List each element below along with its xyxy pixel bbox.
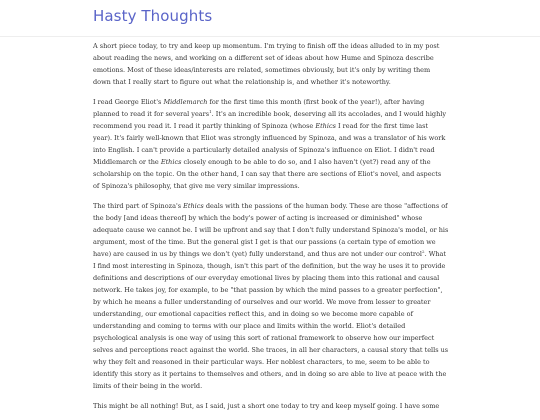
post-paragraph-4: This might be all nothing! But, as I said, just a short one today to try and keep myself going. I have some xyxy=(93,402,440,410)
text-run: deals with the passions of the human body. These are those "affections of the body [and ideas thereof] by which the body's power of acting is increased or diminished" whose adequate cause we cannot be. I will be upfront and say that I don't fully understand Spinoza's model, or his argument, most of the time. But the general gist I get is that our passions (a certain type of emotion we have) are caused in us by things we don't (yet) fully understand, and thus are not under our control xyxy=(93,202,449,258)
text-run: closely enough to be able to do so, and I also haven't (yet?) read any of the scholarship on the topic. On the other hand, I can say that there are sections of Eliot's novel, and aspects of Spinoza's philosophy, that give me very similar impressions. xyxy=(93,158,442,190)
book-title: Ethics xyxy=(183,202,204,210)
text-run: for the first time this month (first book of the year!), after having planned to read it for several years xyxy=(93,98,425,118)
text-run: I read for the first time last year). It's fairly well-known that Eliot was strongly influenced by Spinoza, and was a translator of his work into English. I can't provide a particularly detailed analysis of Spinoza's influence on Eliot. I didn't read Middlemarch or the xyxy=(93,122,446,166)
post-content xyxy=(93,40,449,420)
text-run: . It's an incredible book, deserving all its accolades, and I would highly recommend you read it. I read it partly thinking of Spinoza (whose xyxy=(93,110,447,130)
book-title: Middlemarch xyxy=(163,98,208,106)
footnote-ref-1[interactable]: 1 xyxy=(209,108,212,114)
text-run: The third part of Spinoza's xyxy=(93,202,184,210)
site-title-link[interactable]: Hasty Thoughts xyxy=(93,7,213,25)
post-paragraph-2 xyxy=(93,96,449,192)
book-title: Ethics xyxy=(160,158,182,166)
text-run: . What I find most interesting in Spinoza, though, isn't this part of the definition, but the way he uses it to provide definitions and descriptions of our everyday emotional lives by placing them into this rational and causal network. He takes joy, for example, to be "that passion by which the mind passes to a greater perfection", by which he means a fuller understanding of ourselves and our world. We move from lesser to greater understanding, our emotional capacities reflect this, and in doing so we become more capable of understanding and coming to terms with our place and limits within the world. Eliot's detailed psychological analysis is one way of using this sort of rational framework to observe how our imperfect selves and perceptions react against the world. She traces, in all her characters, a causal story that tells us why they felt and reasoned in their particular ways. Her noblest characters, to me, seem to be able to identify this story as it pertains to themselves and others, and in doing so are able to live at peace with the limits of their being in the world. xyxy=(93,250,449,390)
post-paragraph-1: A short piece today, to try and keep up momentum. I'm trying to finish off the ideas alluded to in my post about reading the news, and working on a different set of ideas about how Hume and Spinoza describe emotions. Most of these ideas/interests are related, sometimes obviously, but it's only by writing them down that I really start to figure out what the relationship is, and whether it's noteworthy. xyxy=(93,42,440,86)
footnote-ref-2[interactable]: 2 xyxy=(422,248,425,254)
book-title: Ethics xyxy=(315,122,336,130)
site-header xyxy=(0,0,540,37)
text-run: I read George Eliot's xyxy=(93,98,164,106)
post-paragraph-3 xyxy=(93,200,449,392)
